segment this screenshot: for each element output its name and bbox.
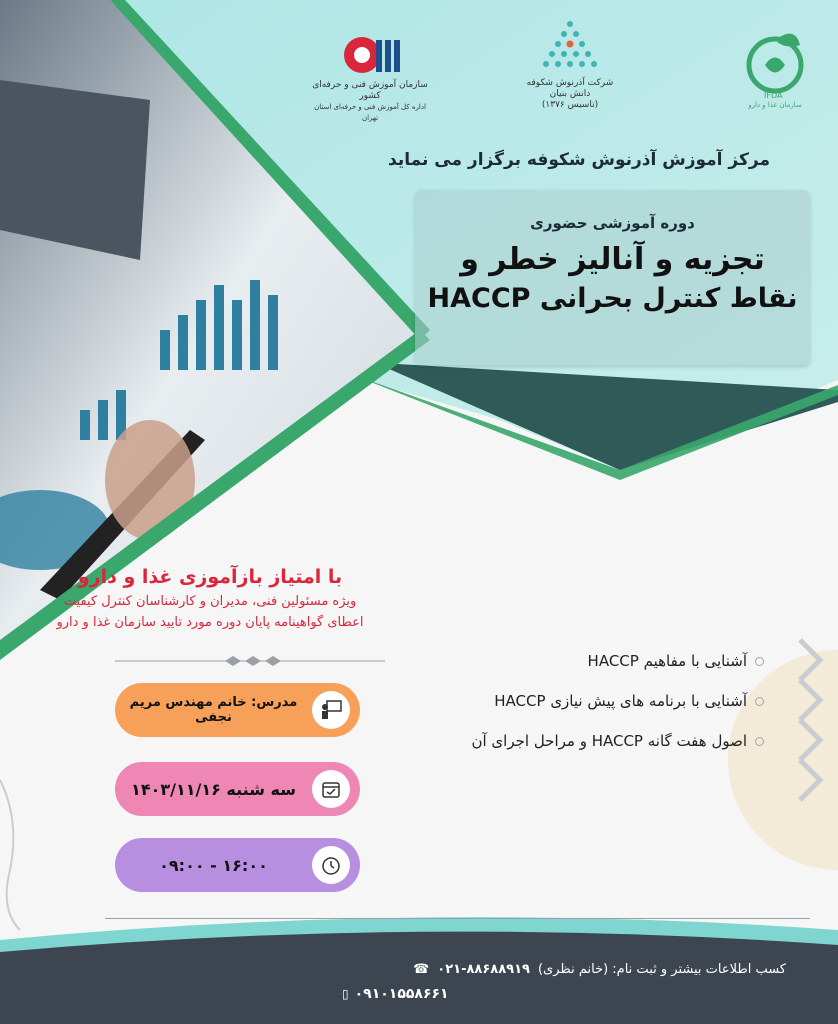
course-type: دوره آموزشی حضوری	[530, 214, 695, 232]
bullet-icon	[755, 657, 764, 666]
phone-number[interactable]: ۰۲۱-۸۸۶۸۸۹۱۹	[437, 962, 530, 977]
leaf-logo-icon	[740, 20, 810, 100]
ifda-logo	[735, 20, 815, 111]
instructor-pill	[115, 683, 360, 737]
instructor-text: مدرس: خانم مهندس مریم نجفی	[129, 695, 298, 725]
footer-contact	[413, 962, 786, 977]
topic-item: اصول هفت گانه HACCP و مراحل اجرای آن	[471, 732, 764, 750]
phone-icon: ☎	[413, 962, 430, 977]
azarnoush-logo	[520, 18, 620, 111]
info-certificate: اعطای گواهینامه پایان دوره مورد تایید سازمان غذا و دارو	[56, 615, 364, 630]
time-text: ۱۶:۰۰ - ۰۹:۰۰	[159, 855, 268, 875]
azarnoush-name: شرکت آذرنوش شکوفه	[526, 78, 614, 88]
azarnoush-year: (تاسیس ۱۳۷۶)	[541, 100, 599, 110]
mobile-icon: ▯	[342, 987, 349, 1001]
tvto-sub: اداره کل آموزش فنی و حرفه‌ای استان تهران	[314, 103, 426, 122]
date-text: سه شنبه ۱۴۰۳/۱۱/۱۶	[131, 779, 296, 799]
gear-logo-icon	[340, 30, 400, 80]
divider	[115, 653, 385, 669]
presenter-line: مرکز آموزش آذرنوش شکوفه برگزار می نماید	[388, 150, 770, 170]
tvto-name: سازمان آموزش فنی و حرفه‌ای کشور	[312, 80, 428, 101]
info-block	[20, 566, 400, 630]
footer-label: کسب اطلاعات بیشتر و ثبت نام: (خانم نظری)	[537, 962, 786, 977]
topic-item: آشنایی با برنامه های پیش نیازی HACCP	[494, 692, 764, 710]
ifda-caption: سازمان غذا و دارو	[748, 101, 802, 109]
calendar-icon	[312, 770, 350, 808]
tvto-logo	[310, 30, 430, 124]
bullet-icon	[755, 697, 764, 706]
topic-item: آشنایی با مفاهیم HACCP	[588, 652, 764, 670]
course-title-2: نقاط کنترل بحرانی HACCP	[427, 283, 798, 314]
alarm-clock-icon	[312, 846, 350, 884]
presenter-icon	[312, 691, 350, 729]
info-audience: ویژه مسئولین فنی، مدیران و کارشناسان کنترل کیفیت	[63, 594, 357, 609]
title-box	[415, 190, 810, 365]
ifda-tag: IFDA	[764, 91, 783, 100]
footer-mobile	[342, 986, 449, 1002]
date-pill	[115, 762, 360, 816]
course-title-1: تجزیه و آنالیز خطر و	[460, 242, 765, 277]
footer-separator	[105, 918, 810, 919]
info-heading: با امتیاز بازآموزی غذا و دارو	[77, 566, 343, 588]
time-pill	[115, 838, 360, 892]
mobile-number[interactable]: ۰۹۱۰۱۵۵۸۶۶۱	[354, 986, 449, 1002]
bullet-icon	[755, 737, 764, 746]
dots-logo-icon	[535, 18, 605, 78]
azarnoush-sub: دانش بنیان	[549, 89, 591, 99]
